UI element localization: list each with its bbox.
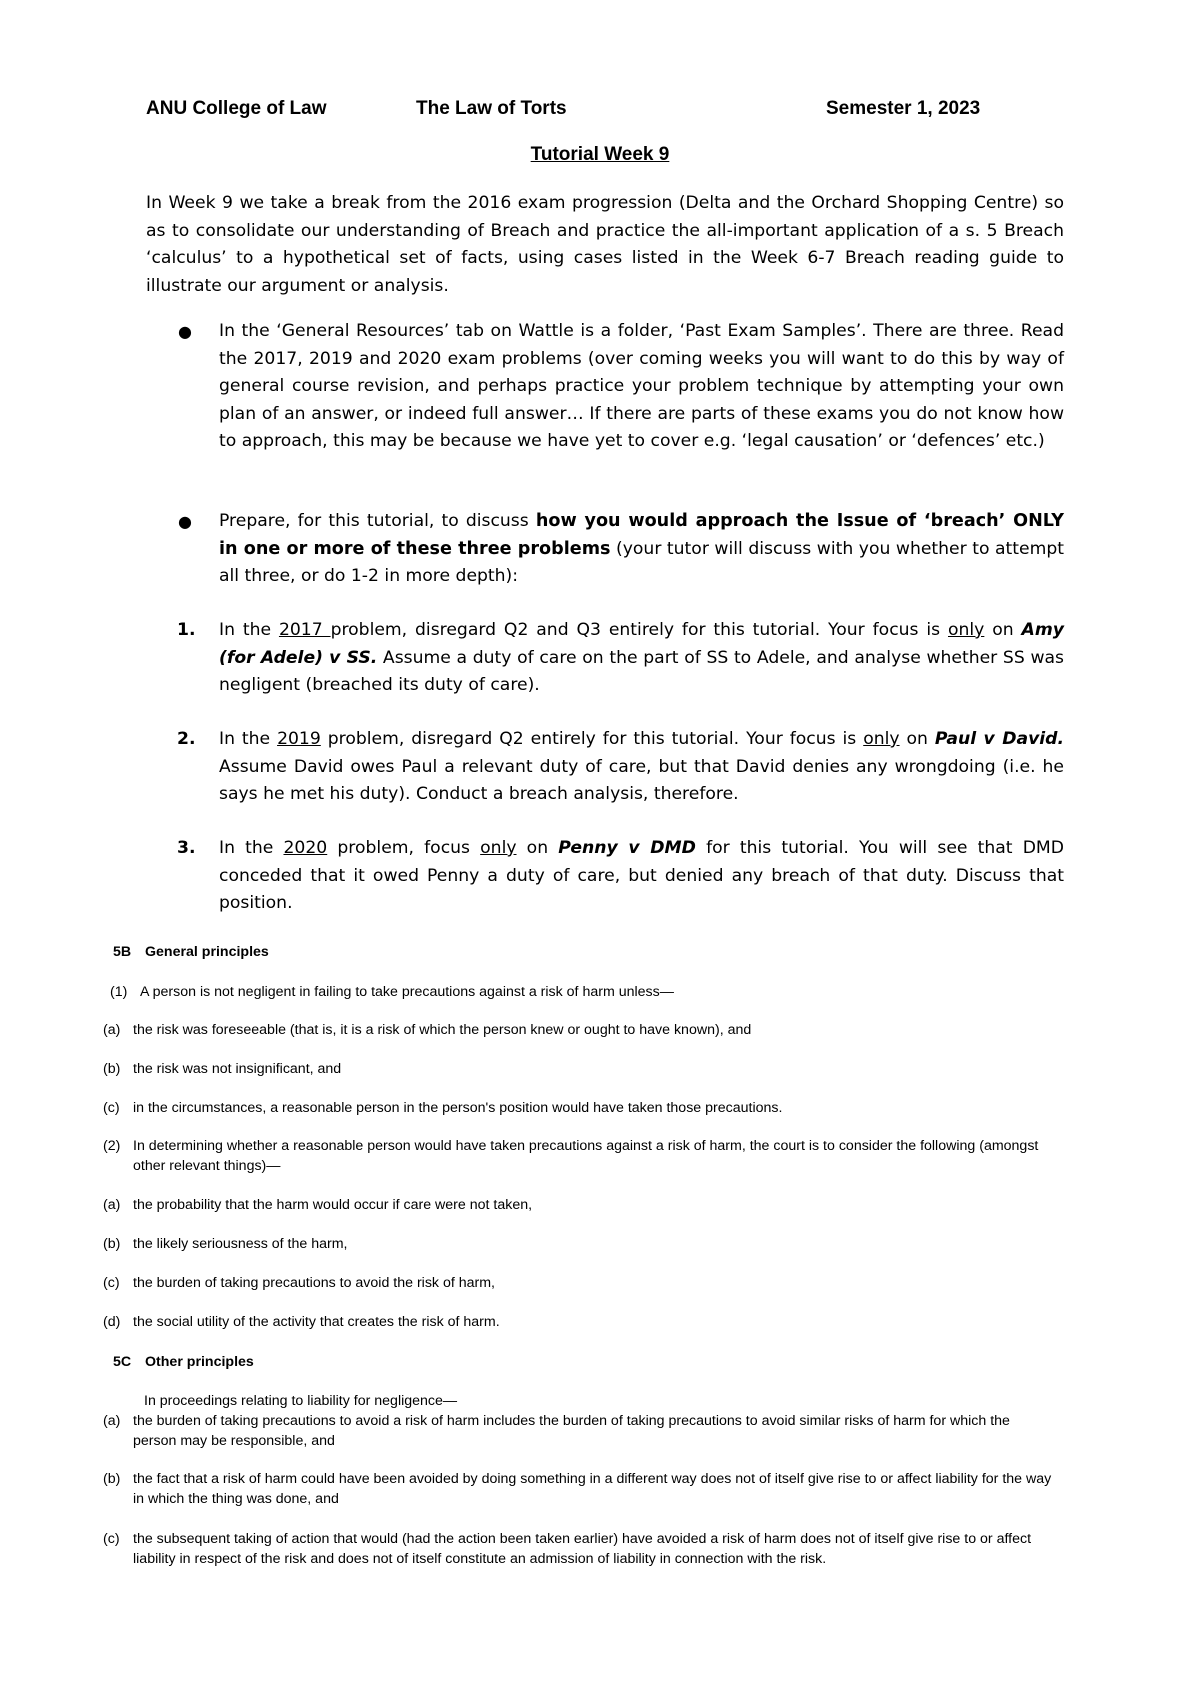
item-text: on xyxy=(899,729,935,749)
item-number: 1. xyxy=(177,620,196,640)
clause-text: the risk was not insignificant, and xyxy=(133,1061,342,1077)
item-only: only xyxy=(480,838,517,858)
item-2017-problem xyxy=(219,617,1064,700)
s5c-clause-b xyxy=(103,1469,1053,1509)
s5b-factor-d xyxy=(103,1312,1083,1332)
item-text: Assume David owes Paul a relevant duty of care, but that David denies any wrongdoing (i.e. he says he met his duty). Conduct a breach analysis, therefore. xyxy=(219,756,1064,804)
bullet-past-exams: In the ‘General Resources’ tab on Wattle is a folder, ‘Past Exam Samples’. There are three. Read the 2017, 2019 and 2020 exam problems (over coming weeks you will want to do this by way of general course revision, and perhaps practice your problem technique by attempting your own plan of an answer, or indeed full answer… If there are parts of these exams you do not know how to approach, this may be because we have yet to cover e.g. ‘legal causation’ or ‘defences’ etc.) xyxy=(219,321,1064,451)
intro-paragraph: In Week 9 we take a break from the 2016 exam progression (Delta and the Orchard Shopping Centre) so as to consolidate our understanding of Breach and practice the all-important application of a s. 5 Breach ‘calculus’ to a hypothetical set of facts, using cases listed in the Week 6-7 Breach reading guide to illustrate our argument or analysis. xyxy=(146,193,1064,296)
item-year: 2017 xyxy=(278,620,331,640)
s5c-lead: In proceedings relating to liability for negligence— xyxy=(144,1393,458,1409)
s5b-clause-c xyxy=(103,1098,1083,1118)
clause-text: A person is not negligent in failing to take precautions against a risk of harm unless— xyxy=(140,984,674,1000)
item-text: problem, focus xyxy=(327,838,481,858)
item-text: problem, disregard Q2 entirely for this tutorial. Your focus is xyxy=(320,729,864,749)
item-number: 2. xyxy=(177,729,196,749)
bullet-prepare xyxy=(219,508,1064,591)
item-2020-problem xyxy=(219,835,1064,918)
clause-text: the social utility of the activity that creates the risk of harm. xyxy=(133,1314,500,1330)
clause-text: the subsequent taking of action that would (had the action been taken earlier) have avoided a risk of harm does not of itself give rise to or affect liability in respect of the risk and does not of itself constitute an admission of liability in connection with the risk. xyxy=(133,1531,1032,1567)
clause-label: (c) xyxy=(103,1100,120,1116)
s5b-subsection-1 xyxy=(110,982,1090,1002)
s5c-clause-a xyxy=(103,1411,1053,1451)
section-5b-heading xyxy=(113,942,269,962)
clause-label: (b) xyxy=(103,1061,121,1077)
s5b-factor-a xyxy=(103,1195,1083,1215)
clause-text: the likely seriousness of the harm, xyxy=(133,1236,348,1252)
bullet-icon: ● xyxy=(178,512,192,531)
bullet-prepare-pre: Prepare, for this tutorial, to discuss xyxy=(219,511,536,531)
item-only: only xyxy=(948,620,985,640)
item-text: In the xyxy=(219,838,284,858)
item-case-name: Paul v David. xyxy=(934,729,1064,749)
s5b-clause-a xyxy=(103,1020,1083,1040)
clause-label: (2) xyxy=(103,1138,121,1154)
s5b-factor-c xyxy=(103,1273,1083,1293)
item-year: 2020 xyxy=(283,838,328,858)
page-title: Tutorial Week 9 xyxy=(530,144,670,165)
item-text: on xyxy=(516,838,559,858)
section-code: 5C xyxy=(113,1354,132,1370)
item-text: Assume a duty of care on the part of SS to Adele, and analyse whether SS was negligent (breached its duty of care). xyxy=(219,647,1064,695)
clause-text: the burden of taking precautions to avoid a risk of harm includes the burden of taking precautions to avoid similar risks of harm for which the person may be responsible, and xyxy=(133,1413,1010,1449)
item-only: only xyxy=(863,729,900,749)
item-text: In the xyxy=(219,729,278,749)
clause-label: (1) xyxy=(110,984,128,1000)
header-course: The Law of Torts xyxy=(416,98,567,119)
bullet-prepare-post: (your tutor will discuss with you whether to attempt all three, or do 1-2 in more depth): xyxy=(219,538,1064,586)
item-case-name: Penny v DMD xyxy=(558,838,696,858)
clause-label: (d) xyxy=(103,1314,121,1330)
header-semester: Semester 1, 2023 xyxy=(826,98,981,119)
section-title: Other principles xyxy=(145,1354,254,1370)
clause-text: in the circumstances, a reasonable person in the person's position would have taken those precautions. xyxy=(133,1100,783,1116)
clause-label: (a) xyxy=(103,1022,121,1038)
clause-label: (c) xyxy=(103,1275,120,1291)
bullet-icon: ● xyxy=(178,322,192,341)
header-institution: ANU College of Law xyxy=(146,98,327,119)
item-text: for this tutorial. You will see that DMD conceded that it owed Penny a duty of care, but denied any breach of that duty. Discuss that position. xyxy=(219,838,1064,913)
s5c-clause-c xyxy=(103,1529,1063,1569)
clause-text: the risk was foreseeable (that is, it is a risk of which the person knew or ought to have known), and xyxy=(133,1022,752,1038)
clause-label: (c) xyxy=(103,1531,120,1547)
bullet-prepare-emphasis: how you would approach the Issue of ‘breach’ ONLY in one or more of these three problems xyxy=(219,511,1065,559)
clause-label: (a) xyxy=(103,1197,121,1213)
item-text: on xyxy=(984,620,1022,640)
section-title: General principles xyxy=(145,944,269,960)
s5b-subsection-2 xyxy=(103,1136,1043,1176)
clause-text: the burden of taking precautions to avoid the risk of harm, xyxy=(133,1275,495,1291)
clause-text: In determining whether a reasonable person would have taken precautions against a risk of harm, the court is to consider the following (amongst other relevant things)— xyxy=(133,1138,1039,1174)
item-year: 2019 xyxy=(277,729,321,749)
clause-label: (b) xyxy=(103,1471,121,1487)
section-5c-heading xyxy=(113,1352,254,1372)
item-text: In the xyxy=(219,620,279,640)
clause-label: (b) xyxy=(103,1236,121,1252)
clause-text: the fact that a risk of harm could have been avoided by doing something in a different way does not of itself give rise to or affect liability for the way in which the thing was done, and xyxy=(133,1471,1052,1507)
clause-text: the probability that the harm would occur if care were not taken, xyxy=(133,1197,533,1213)
clause-label: (a) xyxy=(103,1413,121,1429)
item-text: problem, disregard Q2 and Q3 entirely for this tutorial. Your focus is xyxy=(330,620,948,640)
s5b-factor-b xyxy=(103,1234,1083,1254)
s5b-clause-b xyxy=(103,1059,1083,1079)
item-2019-problem xyxy=(219,726,1064,809)
item-case-name: Amy (for Adele) v SS. xyxy=(219,620,1064,668)
section-code: 5B xyxy=(113,944,132,960)
item-number: 3. xyxy=(177,838,196,858)
